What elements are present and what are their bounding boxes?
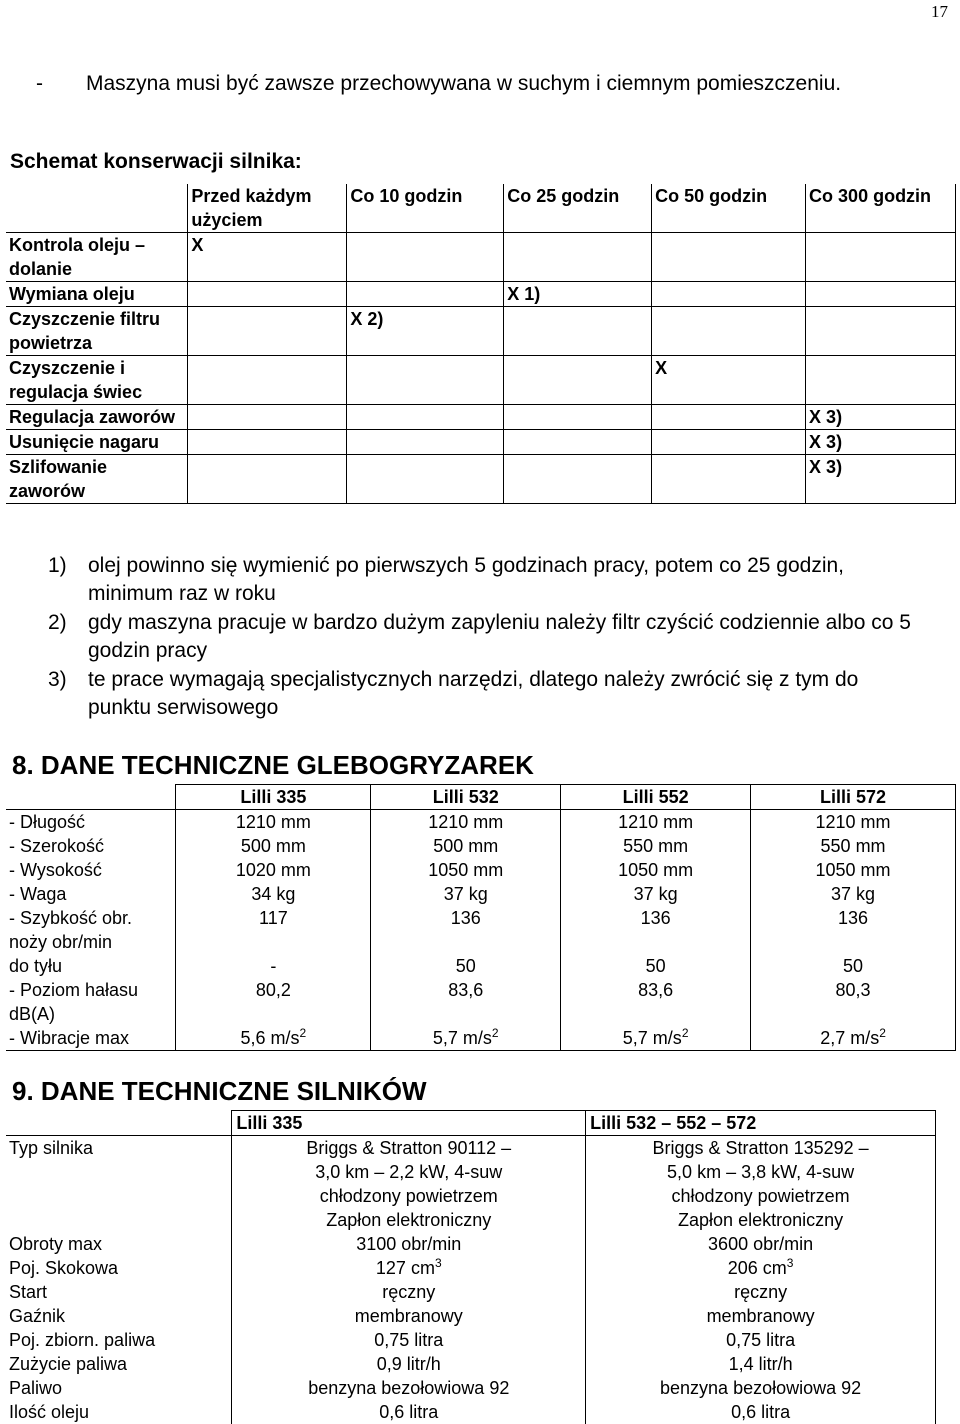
capacity-value: 206 cm [727,1258,787,1278]
spec-value: 80,3 [751,978,956,1002]
spec-label: - Szerokość [6,834,176,858]
schedule-row-label: Czyszczenie filtru powietrza [6,307,188,356]
spec-value: 1210 mm [176,810,371,835]
schedule-row-label: Wymiana oleju [6,282,188,307]
engine-type-line: Zapłon elektroniczny [326,1210,492,1230]
engine-header-corner [6,1111,232,1136]
schedule-cell [188,282,347,307]
tiller-specs-title: 8. DANE TECHNICZNE GLEBOGRYZAREK [12,750,534,780]
spec-value [176,930,371,954]
engine-label: Obroty max [6,1232,232,1256]
spec-value: 1210 mm [371,810,561,835]
schedule-header-cell: Przed każdym użyciem [188,184,347,233]
schedule-header-corner [6,184,188,233]
engine-value [586,1136,936,1233]
spec-value: 1050 mm [371,858,561,882]
engine-type-line: chłodzony powietrzem [671,1186,850,1206]
spec-label: dB(A) [6,1002,176,1026]
schedule-cell [652,307,806,356]
schedule-cell [347,233,504,282]
engine-value: benzyna bezołowiowa 92 [232,1376,586,1400]
table-row [6,1232,936,1256]
spec-label: - Poziom hałasu [6,978,176,1002]
table-row [6,1026,956,1051]
schedule-header-cell: Co 50 godzin [652,184,806,233]
vibration-value: 2,7 m/s [820,1028,880,1048]
spec-value [751,930,956,954]
vibration-value: 5,6 m/s [240,1028,300,1048]
table-row [6,1280,936,1304]
engine-type-line: chłodzony powietrzem [319,1186,498,1206]
specs-header-cell: Lilli 552 [561,785,751,810]
spec-value [561,930,751,954]
footnote-text: olej powinno się wymienić po pierwszych 5 godzinach pracy, potem co 25 godzin, minimum raz w roku [88,554,845,605]
spec-value: 1050 mm [561,858,751,882]
schedule-cell: X 3) [806,430,956,455]
spec-value: 1050 mm [751,858,956,882]
engine-header-cell: Lilli 532 – 552 – 572 [586,1111,936,1136]
spec-label: do tyłu [6,954,176,978]
table-row [6,858,956,882]
spec-value: 80,2 [176,978,371,1002]
spec-value: 83,6 [371,978,561,1002]
specs-header-corner [6,785,176,810]
engine-value: membranowy [586,1304,936,1328]
engine-value [232,1136,586,1233]
footnote-number: 2) [48,611,67,634]
engine-label: Paliwo [6,1376,232,1400]
table-row [6,978,956,1002]
engine-label: Poj. Skokowa [6,1256,232,1280]
schedule-cell: X 3) [806,405,956,430]
table-row [6,834,956,858]
spec-label: noży obr/min [6,930,176,954]
engine-value: 0,6 litra [232,1400,586,1424]
engine-type-line: 5,0 km – 3,8 kW, 4-suw [667,1162,855,1182]
schedule-cell [652,282,806,307]
spec-value [176,1002,371,1026]
table-row [6,233,956,282]
schedule-header-row [6,184,956,233]
schedule-cell [347,282,504,307]
table-row [6,356,956,405]
spec-value [176,1026,371,1051]
exponent: 2 [299,1026,307,1040]
spec-value: 37 kg [561,882,751,906]
engine-value [586,1256,936,1280]
footnote [48,552,918,608]
spec-label: - Wibracje max [6,1026,176,1051]
spec-value: 550 mm [561,834,751,858]
schedule-cell [806,282,956,307]
schedule-cell [188,405,347,430]
spec-value [561,1002,751,1026]
engine-value: ręczny [586,1280,936,1304]
exponent: 2 [491,1026,499,1040]
engine-type-line: Zapłon elektroniczny [678,1210,844,1230]
schedule-cell [504,233,652,282]
schedule-cell [652,405,806,430]
table-row [6,1352,936,1376]
footnote [48,609,918,665]
page-number: 17 [931,2,948,21]
engine-label: Start [6,1280,232,1304]
spec-value: 37 kg [751,882,956,906]
schedule-cell [652,455,806,504]
table-row [6,1256,936,1280]
schedule-row-label: Szlifowanie zaworów [6,455,188,504]
spec-value: 136 [751,906,956,930]
table-row [6,1002,956,1026]
schedule-row-label: Regulacja zaworów [6,405,188,430]
specs-header-cell: Lilli 335 [176,785,371,810]
spec-value: 500 mm [371,834,561,858]
spec-value: 136 [561,906,751,930]
engine-value: 3100 obr/min [232,1232,586,1256]
spec-value: - [176,954,371,978]
engine-specs-title: 9. DANE TECHNICZNE SILNIKÓW [12,1076,427,1106]
engine-value: 3600 obr/min [586,1232,936,1256]
schedule-cell [347,455,504,504]
schedule-cell: X 3) [806,455,956,504]
schedule-header-cell: Co 10 godzin [347,184,504,233]
table-row [6,954,956,978]
spec-value: 500 mm [176,834,371,858]
schedule-cell: X [188,233,347,282]
bullet-dash: - [36,72,43,95]
schedule-cell [504,356,652,405]
table-row [6,1136,936,1233]
storage-note [36,70,916,98]
spec-label: - Wysokość [6,858,176,882]
schedule-cell [504,455,652,504]
engine-value: benzyna bezołowiowa 92 [586,1376,936,1400]
schedule-cell [806,356,956,405]
schedule-row-label: Kontrola oleju – dolanie [6,233,188,282]
table-row [6,455,956,504]
schedule-cell [806,307,956,356]
spec-value: 50 [561,954,751,978]
schedule-cell [652,430,806,455]
engine-type-line: 3,0 km – 2,2 kW, 4-suw [315,1162,503,1182]
table-row [6,1304,936,1328]
engine-value [232,1256,586,1280]
schedule-cell: X 1) [504,282,652,307]
schedule-cell [188,307,347,356]
schedule-header-cell: Co 25 godzin [504,184,652,233]
exponent: 3 [786,1256,794,1270]
table-row [6,1328,936,1352]
spec-value: 117 [176,906,371,930]
schedule-cell [504,307,652,356]
schedule-cell [188,356,347,405]
engine-specs-table [6,1110,936,1424]
spec-value [751,1026,956,1051]
specs-header-row [6,785,956,810]
spec-value [371,1026,561,1051]
table-row [6,930,956,954]
spec-value: 1210 mm [751,810,956,835]
spec-value: 1210 mm [561,810,751,835]
table-row [6,1376,936,1400]
schedule-cell [806,233,956,282]
schedule-cell: X 2) [347,307,504,356]
engine-value: membranowy [232,1304,586,1328]
engine-value: 1,4 litr/h [586,1352,936,1376]
schedule-cell [347,356,504,405]
spec-value [561,1026,751,1051]
spec-label: - Szybkość obr. [6,906,176,930]
footnote [48,666,918,722]
engine-label: Poj. zbiorn. paliwa [6,1328,232,1352]
engine-value: 0,75 litra [586,1328,936,1352]
table-row [6,307,956,356]
schedule-cell [652,233,806,282]
schedule-cell: X [652,356,806,405]
table-row [6,906,956,930]
schedule-header-cell: Co 300 godzin [806,184,956,233]
spec-value [751,1002,956,1026]
table-row [6,405,956,430]
footnote-number: 3) [48,668,67,691]
schedule-cell [347,405,504,430]
footnotes [48,552,918,723]
spec-value: 34 kg [176,882,371,906]
engine-label: Ilość oleju [6,1400,232,1424]
capacity-value: 127 cm [375,1258,435,1278]
footnote-number: 1) [48,554,67,577]
vibration-value: 5,7 m/s [432,1028,492,1048]
footnote-text: gdy maszyna pracuje w bardzo dużym zapyleniu należy filtr czyścić codziennie albo co 5 godzin pracy [88,611,911,662]
spec-label: - Waga [6,882,176,906]
spec-value: 83,6 [561,978,751,1002]
engine-type-line: Briggs & Stratton 135292 – [652,1138,869,1158]
vibration-value: 5,7 m/s [622,1028,682,1048]
spec-value: 50 [751,954,956,978]
spec-label: - Długość [6,810,176,835]
spec-value: 50 [371,954,561,978]
engine-header-cell: Lilli 335 [232,1111,586,1136]
engine-value: ręczny [232,1280,586,1304]
engine-label: Gaźnik [6,1304,232,1328]
specs-header-cell: Lilli 532 [371,785,561,810]
footnote-text: te prace wymagają specjalistycznych narzędzi, dlatego należy zwrócić się z tym do punktu serwisowego [88,668,859,719]
table-row [6,430,956,455]
engine-label: Typ silnika [6,1136,232,1233]
tiller-specs-table [6,784,956,1051]
engine-type-line: Briggs & Stratton 90112 – [306,1138,512,1158]
table-row [6,282,956,307]
maintenance-schedule-table [6,184,956,504]
exponent: 3 [434,1256,442,1270]
schedule-cell [504,405,652,430]
table-row [6,882,956,906]
storage-note-text: Maszyna musi być zawsze przechowywana w suchym i ciemnym pomieszczeniu. [86,72,842,95]
table-row [6,810,956,835]
schedule-cell [347,430,504,455]
spec-value: 136 [371,906,561,930]
engine-value: 0,9 litr/h [232,1352,586,1376]
engine-value: 0,6 litra [586,1400,936,1424]
exponent: 2 [681,1026,689,1040]
schedule-cell [188,455,347,504]
spec-value [371,1002,561,1026]
schedule-row-label: Usunięcie nagaru [6,430,188,455]
exponent: 2 [879,1026,886,1040]
engine-label: Zużycie paliwa [6,1352,232,1376]
maintenance-schedule-title: Schemat konserwacji silnika: [10,150,302,173]
engine-header-row [6,1111,936,1136]
spec-value: 1020 mm [176,858,371,882]
spec-value: 37 kg [371,882,561,906]
spec-value: 550 mm [751,834,956,858]
spec-value [371,930,561,954]
schedule-cell [504,430,652,455]
specs-header-cell: Lilli 572 [751,785,956,810]
schedule-cell [188,430,347,455]
engine-value: 0,75 litra [232,1328,586,1352]
schedule-row-label: Czyszczenie i regulacja świec [6,356,188,405]
table-row [6,1400,936,1424]
